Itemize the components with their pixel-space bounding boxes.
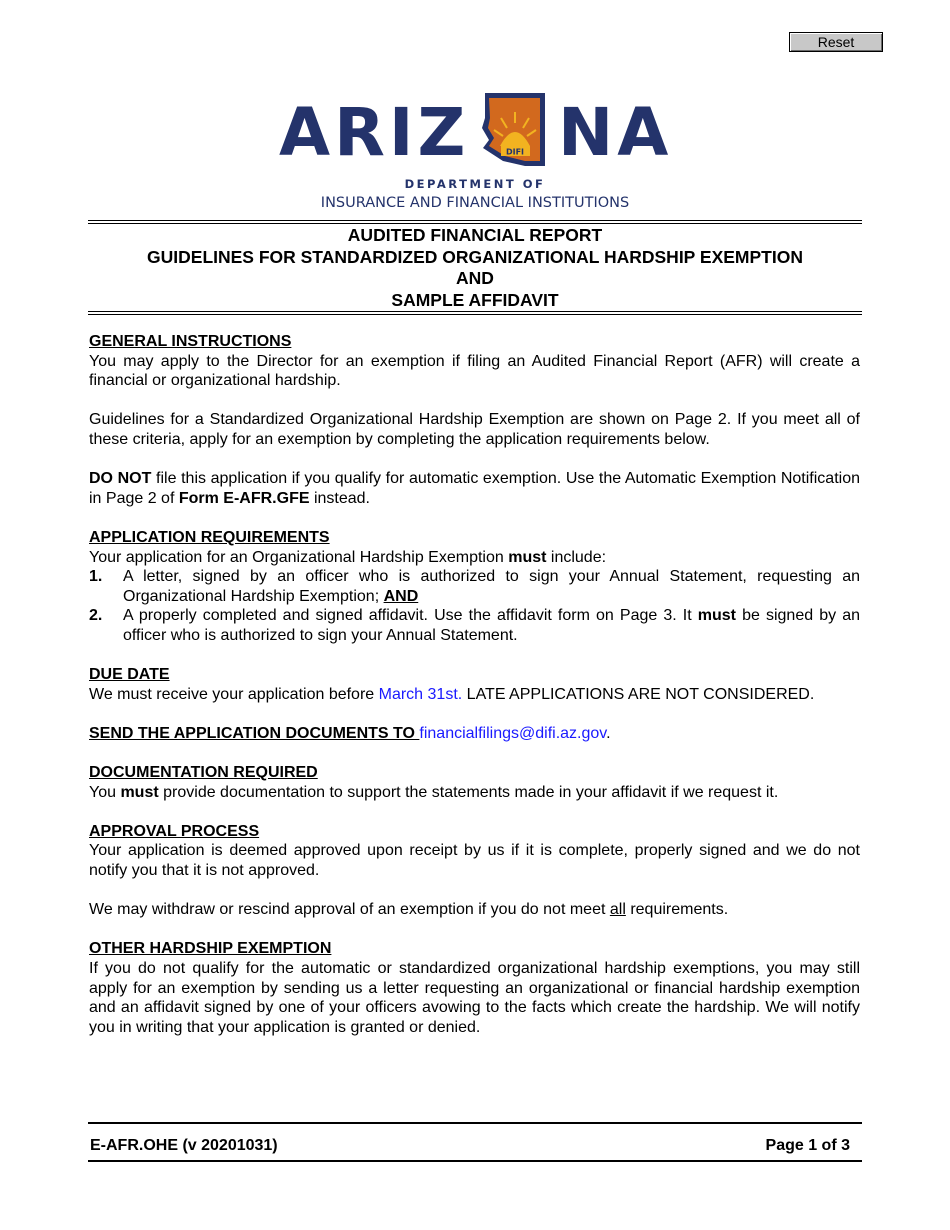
title-bottom-rule [88,311,862,315]
approval-paragraph-2: We may withdraw or rescind approval of an exemption if you do not meet all requirements. [89,901,729,919]
title-line-3: AND [456,268,494,288]
due-date-value: March 31st. [378,685,463,703]
send-documents-line: SEND THE APPLICATION DOCUMENTS TO financialfilings@difi.az.gov. [89,724,611,742]
logo-dept-line2: INSURANCE AND FINANCIAL INSTITUTIONS [320,195,630,211]
footer-bottom-rule [88,1160,862,1162]
logo-word-left: ARIZ [279,94,470,171]
title-top-rule [88,220,862,224]
general-instructions-heading: GENERAL INSTRUCTIONS [89,333,292,350]
instructions-body [89,332,860,1037]
approval-process-heading: APPROVAL PROCESS [89,822,260,840]
title-line-1: AUDITED FINANCIAL REPORT [347,225,603,245]
approval-paragraph-1: Your application is deemed approved upon receipt by us if it is complete, properly signed and we do not notify you that it is not approved. [89,842,860,880]
document-title [88,225,862,311]
documentation-required-heading: DOCUMENTATION REQUIRED [89,764,318,782]
general-paragraph-3: DO NOT file this application if you qualify for automatic exemption. Use the Automatic Exemption Notification in Page 2 of Form E-AFR.GFE instead. [89,470,861,507]
page-number: Page 1 of 3 [765,1137,850,1154]
logo-dept-line1: DEPARTMENT OF [404,177,546,191]
arizona-state-icon [482,93,545,166]
logo-badge-text: DIFI [505,147,525,157]
send-documents-heading: SEND THE APPLICATION DOCUMENTS TO [89,724,420,742]
application-requirements-heading: APPLICATION REQUIREMENTS [89,528,330,546]
requirement-item-2: 2. A properly completed and signed affidavit. Use the affidavit form on Page 3. It must be signed by an officer who is authorized to sign your Annual Statement. [89,607,861,644]
form-identifier: E-AFR.OHE (v 20201031) [90,1137,278,1154]
footer-top-rule [88,1122,862,1124]
email-link[interactable]: financialfilings@difi.az.gov [419,724,607,742]
general-paragraph-1: You may apply to the Director for an exemption if filing an Audited Financial Report (AFR) will create a financial or organizational hardship. [89,352,860,390]
due-date-text: We must receive your application before March 31st. LATE APPLICATIONS ARE NOT CONSIDERED. [89,685,815,703]
requirement-item-1: 1. A letter, signed by an officer who is authorized to sign your Annual Statement, requesting an Organizational Hardship Exemption; AND [89,568,860,605]
documentation-text: You must provide documentation to support the statements made in your affidavit if we request it. [89,783,779,801]
reset-button[interactable]: Reset [789,32,883,52]
general-paragraph-2: Guidelines for a Standardized Organizational Hardship Exemption are shown on Page 2. If you meet all of these criteria, apply for an exemption by completing the application requirements below. [89,411,860,448]
other-hardship-paragraph: If you do not qualify for the automatic or standardized organizational hardship exemptions, you may still apply for an exemption by sending us a letter requesting an organizational or financial hardship exemption and an affidavit signed by one of your officers avowing to the facts which create the hardship. We will notify you in writing that your application is granted or denied. [89,960,860,1036]
title-line-4: SAMPLE AFFIDAVIT [391,289,559,310]
title-line-2: GUIDELINES FOR STANDARDIZED ORGANIZATIONAL HARDSHIP EXEMPTION [147,246,803,267]
other-hardship-heading: OTHER HARDSHIP EXEMPTION [89,940,332,958]
application-intro: Your application for an Organizational Hardship Exemption must include: [89,548,607,566]
logo-word-right: NA [558,94,673,171]
due-date-heading: DUE DATE [89,666,170,684]
arizona-difi-logo [275,88,675,213]
